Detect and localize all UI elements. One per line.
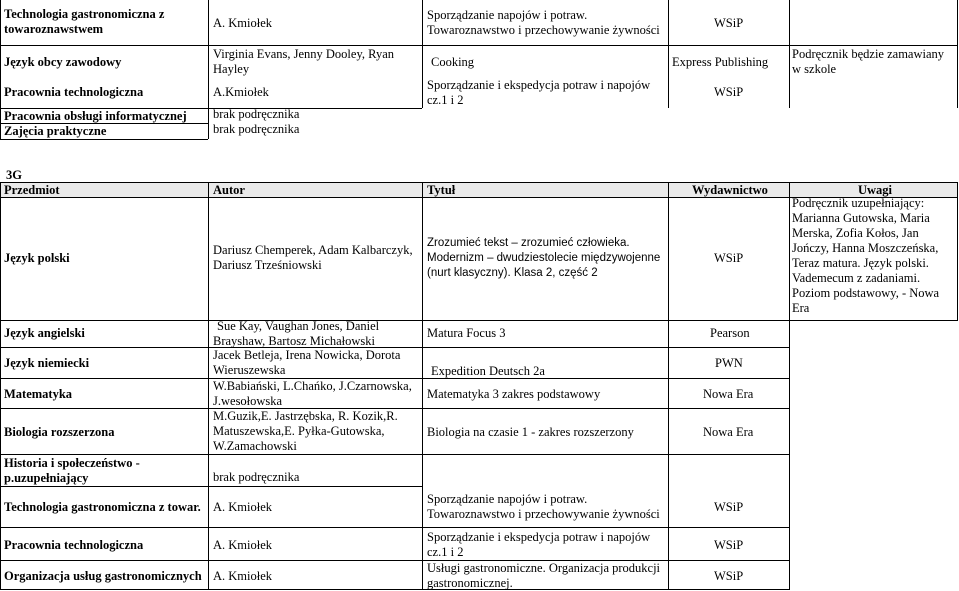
grid-line	[957, 182, 958, 321]
row-subject: Język niemiecki	[4, 356, 90, 370]
row-subject: Technologia gastronomiczna z towar.	[4, 500, 201, 514]
header-publisher: Wydawnictwo	[692, 183, 768, 197]
row-title: Usługi gastronomiczne. Organizacja produkcji gastronomicznej.	[427, 561, 661, 590]
row-publisher: PWN	[715, 356, 743, 370]
row-title: Zrozumieć tekst – zrozumieć człowieka. Modernizm – dwudziestolecie międzywojenne (nurt klasyczny). Klasa 2, część 2	[427, 237, 661, 279]
row-publisher: WSiP	[714, 500, 744, 514]
row-subject: Biologia rozszerzona	[4, 425, 115, 439]
row-publisher: WSiP	[714, 569, 744, 583]
row-publisher: WSiP	[714, 251, 744, 265]
row-subject: Organizacja usług gastronomicznych	[4, 569, 202, 583]
grid-line	[0, 486, 422, 487]
grid-line	[957, 0, 958, 108]
grid-line	[0, 320, 958, 321]
header-subject: Przedmiot	[4, 183, 60, 197]
row-title: Matura Focus 3	[427, 326, 506, 340]
grid-line	[789, 182, 790, 590]
row-notes: Podręcznik uzupełniający: Marianna Gutowska, Maria Merska, Zofia Kołos, Jan Jończy, Hanna Moszczeńska, Teraz matura. Język polski. Vademecum z zadaniami. Poziom podstawowy, - Nowa Era	[792, 196, 940, 315]
top-lab-subject: Pracownia technologiczna	[4, 85, 144, 99]
table-header-bg	[1, 183, 957, 197]
grid-line	[0, 45, 958, 46]
grid-line	[0, 527, 789, 528]
top-lang-author: Virginia Evans, Jenny Dooley, Ryan Hayley	[213, 47, 395, 76]
row-author: brak podręcznika	[213, 470, 300, 484]
row-title: Biologia na czasie 1 - zakres rozszerzony	[427, 425, 634, 439]
grid-line	[422, 0, 423, 108]
header-author: Autor	[213, 183, 245, 197]
row-title: Sporządzanie i ekspedycja potraw i napojów cz.1 i 2	[427, 530, 651, 559]
top-tech-title: Sporządzanie napojów i potraw. Towaroznawstwo i przechowywanie żywności	[427, 8, 660, 37]
row-author: Dariusz Chemperek, Adam Kalbarczyk, Dariusz Trześniowski	[213, 243, 413, 272]
row-author: Jacek Betleja, Irena Nowicka, Dorota Wieruszewska	[213, 348, 401, 377]
row-publisher: Pearson	[710, 326, 750, 340]
row-author: Sue Kay, Vaughan Jones, Daniel Brayshaw, Bartosz Michałowski	[213, 319, 380, 348]
row-subject: Język angielski	[4, 326, 85, 340]
row-subject: Historia i społeczeństwo - p.uzupełniający	[4, 456, 140, 485]
top-lab-author: A.Kmiołek	[213, 85, 269, 99]
grid-line	[208, 182, 209, 590]
top-lab-title: Sporządzanie i ekspedycja potraw i napojów cz.1 i 2	[427, 78, 651, 107]
top-prac-subject: Zajęcia praktyczne	[4, 124, 107, 138]
top-prac-author: brak podręcznika	[213, 122, 300, 136]
grid-line	[0, 0, 1, 139]
grid-line	[668, 182, 669, 590]
grid-line	[789, 0, 790, 108]
grid-line	[668, 0, 669, 108]
grid-line	[0, 589, 789, 590]
grid-line	[0, 139, 208, 140]
row-author: A. Kmiołek	[213, 500, 273, 514]
top-tech-publisher: WSiP	[714, 16, 744, 30]
grid-line	[422, 182, 423, 590]
grid-line	[0, 454, 789, 455]
top-lang-publisher: Express Publishing	[672, 55, 769, 69]
class-label: 3G	[6, 168, 22, 182]
row-author: A. Kmiołek	[213, 569, 273, 583]
top-lang-note: Podręcznik będzie zamawiany w szkole	[792, 47, 945, 76]
row-title: Expedition Deutsch 2a	[431, 364, 545, 378]
row-publisher: WSiP	[714, 538, 744, 552]
row-author: M.Guzik,E. Jastrzębska, R. Kozik,R. Matuszewska,E. Pyłka-Gutowska, W.Zamachowski	[213, 409, 398, 453]
grid-line	[0, 182, 958, 183]
row-author: W.Babiański, L.Chańko, J.Czarnowska, J.wesołowska	[213, 379, 412, 408]
header-title: Tytuł	[427, 183, 456, 197]
row-author: A. Kmiołek	[213, 538, 273, 552]
top-it-author: brak podręcznika	[213, 107, 300, 121]
top-lab-publisher: WSiP	[714, 85, 744, 99]
top-tech-author: A. Kmiołek	[213, 16, 273, 30]
row-subject: Język polski	[4, 251, 70, 265]
row-subject: Pracownia technologiczna	[4, 538, 144, 552]
grid-line	[0, 560, 789, 561]
row-publisher: Nowa Era	[703, 425, 754, 439]
row-title: Matematyka 3 zakres podstawowy	[427, 387, 601, 401]
top-lang-title: Cooking	[431, 55, 475, 69]
top-lang-subject: Język obcy zawodowy	[4, 55, 122, 69]
row-title: Sporządzanie napojów i potraw. Towaroznawstwo i przechowywanie żywności	[427, 492, 660, 521]
header-notes: Uwagi	[858, 183, 893, 197]
row-publisher: Nowa Era	[703, 387, 754, 401]
top-it-subject: Pracownia obsługi informatycznej	[4, 109, 187, 123]
top-tech-subject: Technologia gastronomiczna z towaroznawstwem	[4, 7, 165, 36]
row-subject: Matematyka	[4, 387, 73, 401]
grid-line	[0, 182, 1, 590]
grid-line	[208, 0, 209, 139]
